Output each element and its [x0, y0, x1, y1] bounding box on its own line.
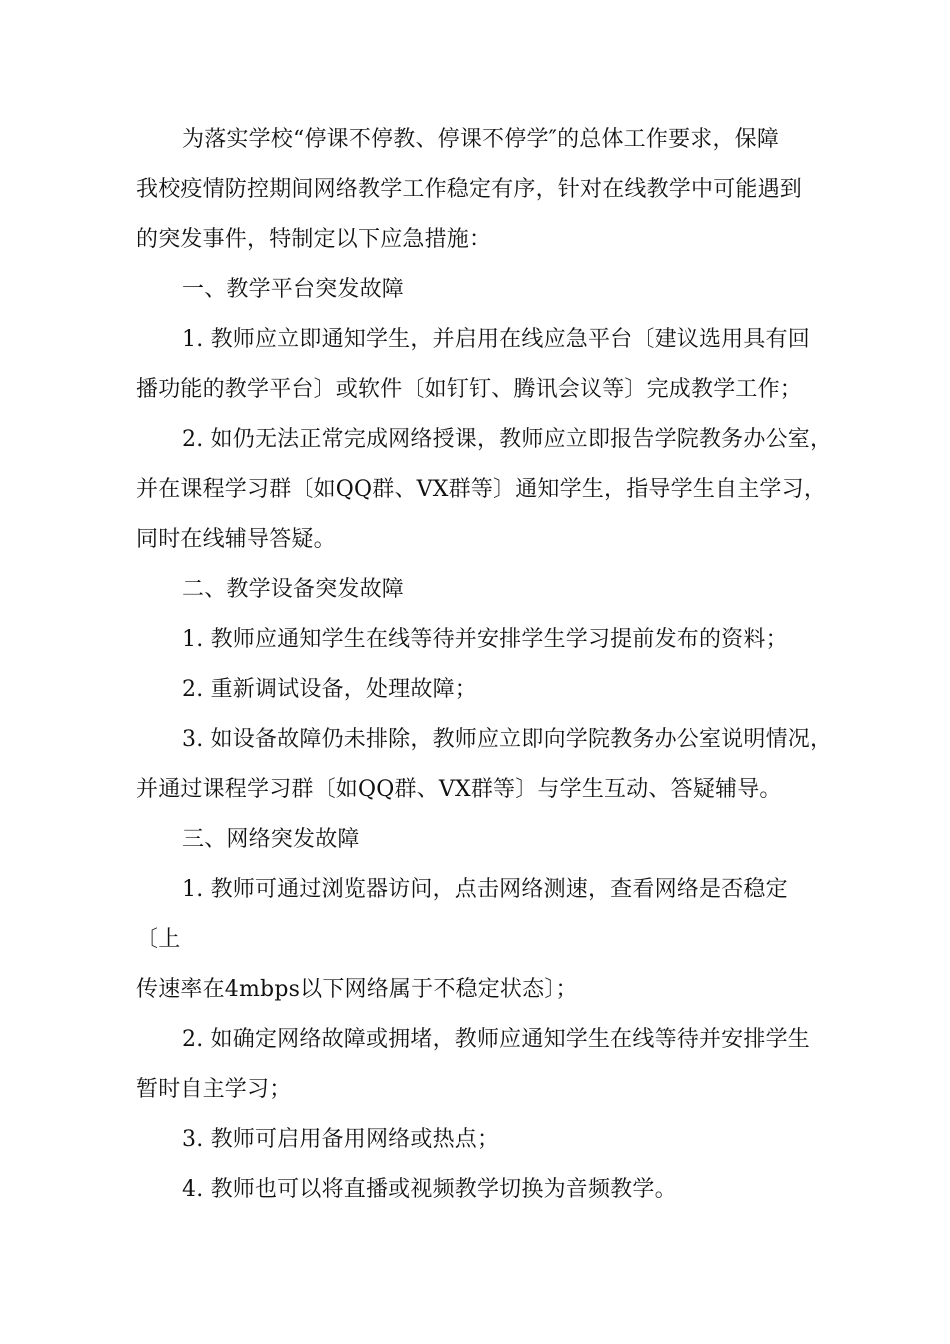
intro-line-1: 为落实学校“停课不停教、停课不停学″的总体工作要求，保障 [182, 127, 780, 152]
section-3-item-4: 4. 教师也可以将直播或视频教学切换为音频教学。 [182, 1177, 677, 1202]
section-2-item-2: 2. 重新调试设备，处理故障； [182, 677, 477, 702]
section-1-item-2-line-3: 同时在线辅导答疑。 [136, 527, 336, 552]
section-heading-3: 三、网络突发故障 [182, 827, 360, 852]
section-2-item-1: 1. 教师应通知学生在线等待并安排学生学习提前发布的资料； [182, 627, 788, 652]
intro-line-2: 我校疫情防控期间网络教学工作稳定有序，针对在线教学中可能遇到 [136, 177, 803, 202]
section-heading-1: 一、教学平台突发故障 [182, 277, 405, 302]
section-2-item-3-line-2: 并通过课程学习群〔如QQ群、VX群等〕与学生互动、答疑辅导。 [136, 777, 782, 802]
intro-line-3: 的突发事件，特制定以下应急措施： [136, 227, 492, 252]
section-3-item-1-line-2: 〔上 [136, 927, 181, 952]
section-1-item-1-line-2: 播功能的教学平台〕或软件〔如钉钉、腾讯会议等〕完成教学工作； [136, 377, 803, 402]
section-3-item-1-line-1: 1. 教师可通过浏览器访问，点击网络测速，查看网络是否稳定 [182, 877, 788, 902]
section-3-item-3: 3. 教师可启用备用网络或热点； [182, 1127, 500, 1152]
section-2-item-3-line-1: 3. 如设备故障仍未排除，教师应立即向学院教务办公室说明情况， [182, 727, 833, 752]
section-1-item-1-line-1: 1. 教师应立即通知学生，并启用在线应急平台〔建议选用具有回 [182, 327, 810, 352]
section-heading-2: 二、教学设备突发故障 [182, 577, 405, 602]
section-1-item-2-line-1: 2. 如仍无法正常完成网络授课，教师应立即报告学院教务办公室， [182, 427, 833, 452]
section-3-item-1-line-3: 传速率在4mbps以下网络属于不稳定状态〕； [136, 977, 578, 1002]
section-3-item-2-line-2: 暂时自主学习； [136, 1077, 292, 1102]
section-1-item-2-line-2: 并在课程学习群〔如QQ群、VX群等〕通知学生，指导学生自主学习， [136, 477, 827, 502]
section-3-item-2-line-1: 2. 如确定网络故障或拥堵，教师应通知学生在线等待并安排学生 [182, 1027, 810, 1052]
